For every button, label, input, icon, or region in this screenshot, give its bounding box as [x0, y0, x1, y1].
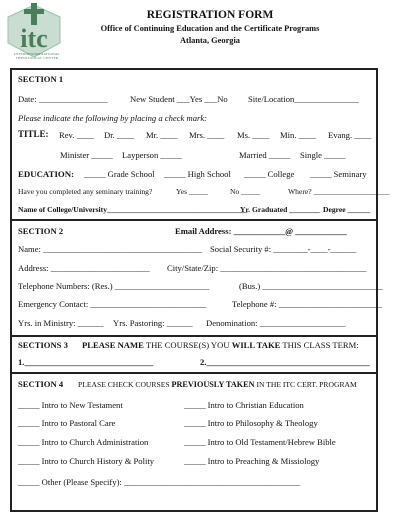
section-1-heading: SECTION 1 — [18, 74, 64, 84]
section-divider — [12, 335, 376, 337]
check-instruction: Please indicate the following by placing a check mark: — [18, 113, 208, 123]
emergency-telephone-field[interactable]: Telephone #: ________________________ — [232, 299, 382, 309]
edu-high-school[interactable]: _____ High School — [164, 169, 231, 179]
emergency-contact-field[interactable]: Emergency Contact: ___________________________ — [18, 299, 207, 309]
section-3-heading: SECTIONS 3 — [18, 340, 68, 350]
ssn-field[interactable]: Social Security #: ________-____-______ — [210, 244, 357, 254]
title-label: TITLE: — [18, 129, 49, 139]
section-divider — [12, 219, 376, 221]
instruction-part: PREVIOUSLY TAKEN — [171, 380, 255, 389]
title-single[interactable]: Single _____ — [300, 150, 346, 160]
course-checkbox[interactable]: _____ Intro to Philosophy & Theology — [184, 418, 318, 428]
site-location-field[interactable]: Site/Location_______________ — [248, 94, 359, 104]
logo-letters: itc — [20, 24, 48, 53]
year-graduated-field[interactable]: Yr. Graduated ________ — [240, 205, 320, 214]
new-student-field[interactable]: New Student ___Yes ___No — [130, 94, 228, 104]
course-checkbox[interactable]: _____ Intro to Church Administration — [18, 437, 149, 447]
form-title: REGISTRATION FORM — [146, 9, 274, 21]
name-field[interactable]: Name: _____________________________________ — [18, 244, 203, 254]
section-4-heading: SECTION 4 — [18, 379, 64, 389]
title-layperson[interactable]: Layperson _____ — [122, 150, 182, 160]
course-checkbox[interactable]: _____ Intro to New Testament — [18, 400, 123, 410]
address-field[interactable]: Address: _______________________ — [18, 263, 150, 273]
title-minister[interactable]: Minister _____ — [60, 150, 113, 160]
logo-caption: INTERDENOMINATIONAL THEOLOGICAL CENTER — [14, 52, 60, 60]
denomination-field[interactable]: Denomination: ____________________ — [206, 318, 346, 328]
seminary-no[interactable]: No _____ — [230, 187, 261, 196]
course-checkbox[interactable]: _____ Intro to Christian Education — [184, 400, 304, 410]
phone-bus-field[interactable]: (Bus.) ____________________________ — [239, 281, 383, 291]
title-dr[interactable]: Dr. ____ — [104, 130, 135, 140]
edu-grade-school[interactable]: _____ Grade School — [84, 169, 155, 179]
title-mrs[interactable]: Mrs. ____ — [189, 130, 225, 140]
section-2-heading: SECTION 2 — [18, 226, 64, 236]
title-min[interactable]: Min. ____ — [280, 130, 316, 140]
section-3-instruction — [82, 340, 359, 350]
date-field[interactable]: Date: ________________ — [18, 94, 108, 104]
years-pastoring-field[interactable]: Yrs. Pastoring: ______ — [113, 318, 193, 328]
instruction-part: THIS CLASS TERM: — [282, 340, 359, 350]
instruction-part: IN THE ITC CERT. PROGRAM — [256, 380, 357, 389]
instruction-part: PLEASE NAME — [82, 340, 144, 350]
title-rev[interactable]: Rev. ____ — [59, 130, 94, 140]
title-evang[interactable]: Evang. ____ — [328, 130, 372, 140]
seminary-where[interactable]: Where? ____________________ — [288, 187, 390, 196]
course-checkbox[interactable]: _____ Intro to Church History & Polity — [18, 456, 155, 466]
section-divider — [12, 372, 376, 374]
city-state-zip-field[interactable]: City/State/Zip: __________________________________ — [167, 263, 367, 273]
course-checkbox[interactable]: _____ Intro to Old Testament/Hebrew Bible — [184, 437, 336, 447]
course-checkbox[interactable]: _____ Intro to Preaching & Missiology — [184, 456, 320, 466]
edu-college[interactable]: _____ College — [244, 169, 295, 179]
college-field[interactable]: Name of College/University_____________________________________ — [18, 205, 248, 214]
form-subtitle: Office of Continuing Education and the Certificate Programs — [100, 24, 320, 33]
course-line-2[interactable]: 2.______________________________________ — [200, 357, 370, 367]
form-location: Atlanta, Georgia — [179, 36, 240, 45]
instruction-part: THE COURSE(S) YOU — [145, 340, 230, 350]
degree-field[interactable]: Degree ______ — [323, 205, 371, 214]
phone-res-field[interactable]: Telephone Numbers: (Res.) ______________________ — [18, 281, 210, 291]
edu-seminary[interactable]: _____ Seminary — [310, 169, 367, 179]
title-married[interactable]: Married _____ — [239, 150, 291, 160]
seminary-yes[interactable]: Yes _____ — [176, 187, 208, 196]
seminary-question: Have you completed any seminary training? — [18, 187, 153, 196]
years-ministry-field[interactable]: Yrs. in Ministry: ______ — [18, 318, 104, 328]
course-line-1[interactable]: 1.______________________________ — [18, 357, 154, 367]
title-ms[interactable]: Ms. ____ — [237, 130, 270, 140]
education-label: EDUCATION: — [18, 169, 75, 179]
section-4-instruction — [78, 380, 357, 389]
title-mr[interactable]: Mr. ____ — [146, 130, 178, 140]
email-field[interactable]: Email Address: ____________@ ____________ — [175, 226, 347, 236]
course-checkbox[interactable]: _____ Intro to Pastoral Care — [18, 418, 116, 428]
other-course-field[interactable]: _____ Other (Please Specify): _________________________________________ — [18, 477, 301, 487]
instruction-part: WILL TAKE — [231, 340, 281, 350]
instruction-part: PLEASE CHECK COURSES — [78, 380, 170, 389]
